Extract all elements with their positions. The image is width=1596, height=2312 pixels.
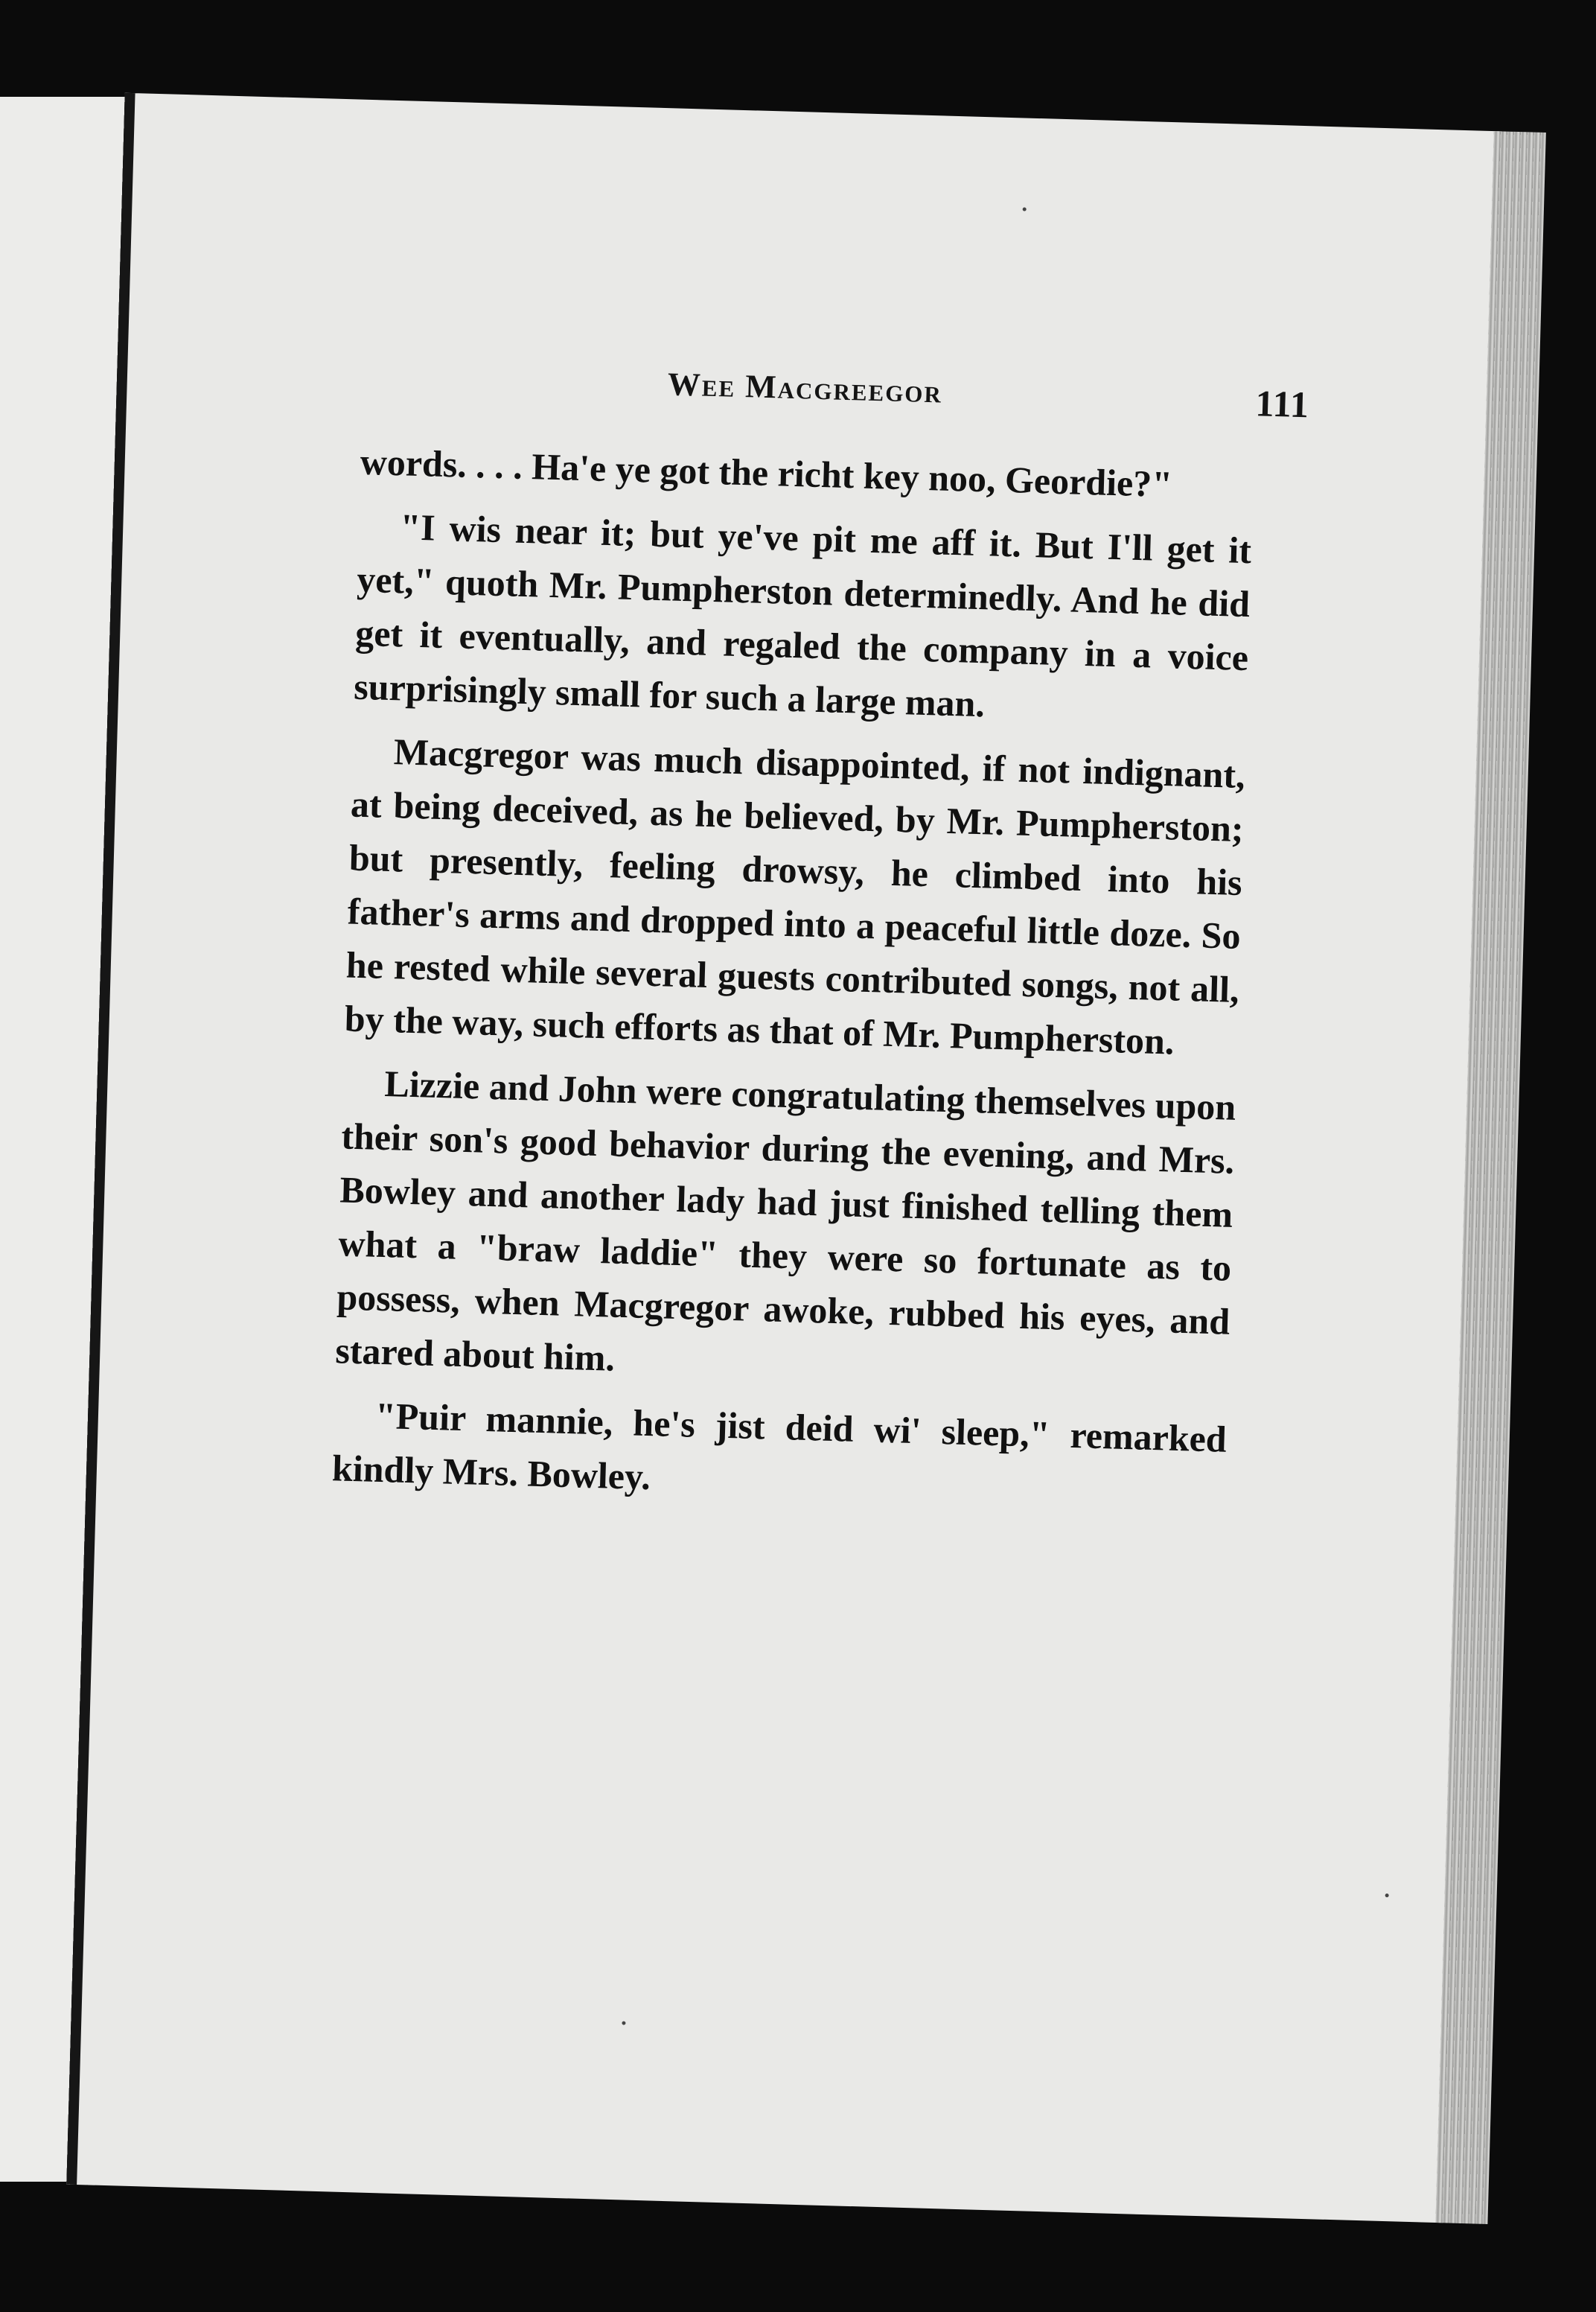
page-number: 111 [1254,382,1310,426]
paragraph: Lizzie and John were congratulating themselves upon their son's good behavior during the evening, and Mrs. Bowley and another lady had just finished telling them what a "braw laddie" they were so fortunate as to possess, when Macgregor awoke, rubbed his eyes, and stared about him. [334,1062,1236,1379]
paragraph: Macgregor was much disappointed, if not indignant, at being deceived, as he believed, by Mr. Pumpherston; but presently, feeling drowsy, he climbed into his father's arms and dropped into a peaceful little doze. So he rested while several guests contributed songs, not all, by the way, such efforts as that of Mr. Pumpherston. [344,730,1246,1063]
paragraph-continued: words. . . . Ha'e ye got the richt key noo, Geordie?" [360,440,1173,506]
book-page [66,93,1501,2223]
paragraph: "I wis near it; but ye've pit me aff it. But I'll get it yet," quoth Mr. Pumpherston determinedly. And he did get it eventually, and regaled the company in a voice surprisingly small for such a large man. [353,506,1252,725]
running-title: Wee Macgreegor [667,366,943,410]
scan-speck [622,2021,625,2025]
paragraph: "Puir mannie, he's jist deid wi' sleep," remarked kindly Mrs. Bowley. [331,1394,1228,1498]
running-head [118,350,1494,426]
scan-speck [1385,1894,1389,1897]
page-stack-edge [1435,131,1545,2224]
scan-speck [1023,207,1027,211]
body-text [331,435,1254,1530]
